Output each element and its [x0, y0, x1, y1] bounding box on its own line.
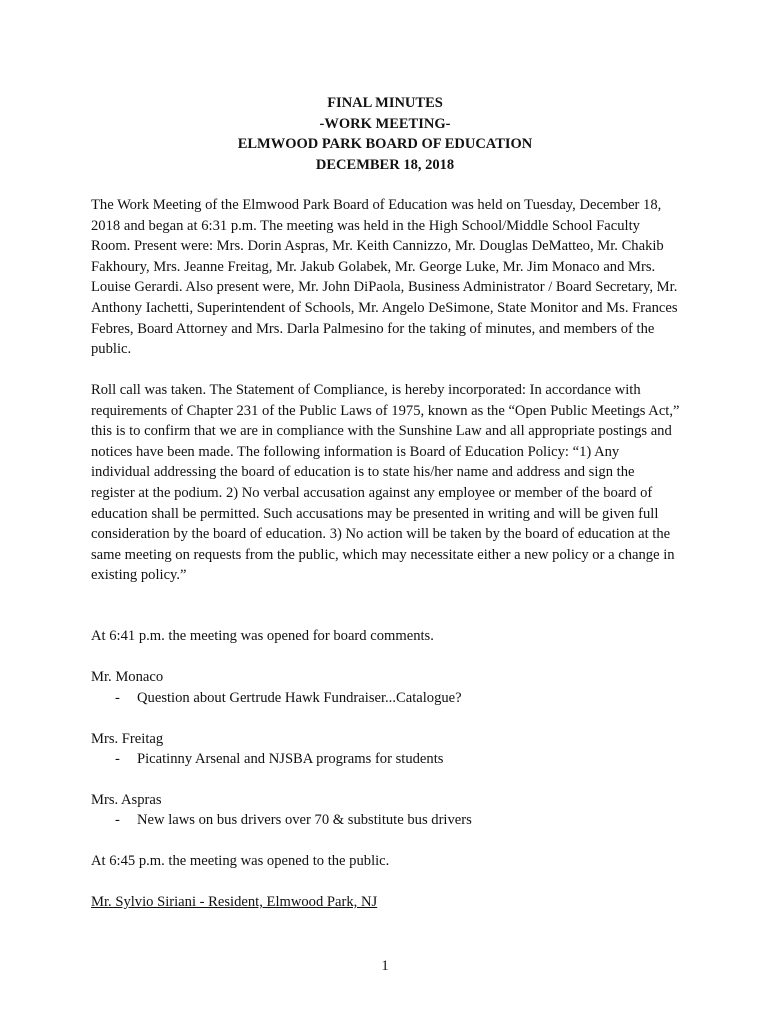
header-title: FINAL MINUTES — [327, 95, 443, 111]
header-organization: ELMWOOD PARK BOARD OF EDUCATION — [237, 136, 533, 152]
public-speaker-heading: Mr. Sylvio Siriani - Resident, Elmwood Park, NJ — [91, 894, 378, 910]
bullet-marker: - — [115, 690, 120, 706]
comment-text: Picatinny Arsenal and NJSBA programs for students — [137, 751, 444, 767]
comment-bullet — [115, 749, 443, 769]
compliance-paragraph: Roll call was taken. The Statement of Compliance, is hereby incorporated: In accordance with requirements of Chapter 231 of the Public Laws of 1975, known as the “Open Public Meetings Act,” this is to confirm that we are in compliance with the Sunshine Law and all appropriate postings and notices have been made. The following information is Board of Education Policy: “1) Any individual addressing the board of education is to state his/her name and address and sign the register at the podium. 2) No verbal accusation against any employee or member of the board of education shall be permitted. Such accusations may be presented in writing and will be given full consideration by the board of education. 3) No action will be taken by the board of education at the same meeting on requests from the public, which may necessitate either a new policy or a change in existing policy.” — [91, 382, 680, 584]
header-meeting-type: -WORK MEETING- — [319, 115, 451, 132]
comment-bullet — [115, 688, 462, 708]
commenter-name: Mrs. Freitag — [91, 731, 164, 747]
commenter-name: Mrs. Aspras — [91, 792, 162, 808]
commenter-name: Mr. Monaco — [91, 669, 164, 685]
attendance-paragraph: The Work Meeting of the Elmwood Park Board of Education was held on Tuesday, December 18, 2018 and began at 6:31 p.m. The meeting was held in the High School/Middle School Faculty Room. Present were: Mrs. Dorin Aspras, Mr. Keith Cannizzo, Mr. Douglas DeMatteo, Mr. Chakib Fakhoury, Mrs. Jeanne Freitag, Mr. Jakub Golabek, Mr. George Luke, Mr. Jim Monaco and Mrs. Louise Gerardi. Also present were, Mr. John DiPaola, Business Administrator / Board Secretary, Mr. Anthony Iachetti, Superintendent of Schools, Mr. Angelo DeSimone, State Monitor and Ms. Frances Febres, Board Attorney and Mrs. Darla Palmesino for the taking of minutes, and members of the public. — [91, 197, 678, 358]
comment-text: Question about Gertrude Hawk Fundraiser...Catalogue? — [137, 690, 462, 706]
page-number: 1 — [381, 958, 389, 974]
comment-text: New laws on bus drivers over 70 & substitute bus drivers — [137, 812, 472, 828]
public-comments-intro: At 6:45 p.m. the meeting was opened to the public. — [91, 853, 390, 869]
board-comments-intro: At 6:41 p.m. the meeting was opened for board comments. — [91, 628, 434, 644]
bullet-marker: - — [115, 812, 120, 828]
document-header — [0, 93, 770, 175]
bullet-marker: - — [115, 751, 120, 767]
header-date: DECEMBER 18, 2018 — [315, 156, 455, 173]
comment-bullet — [115, 810, 472, 830]
